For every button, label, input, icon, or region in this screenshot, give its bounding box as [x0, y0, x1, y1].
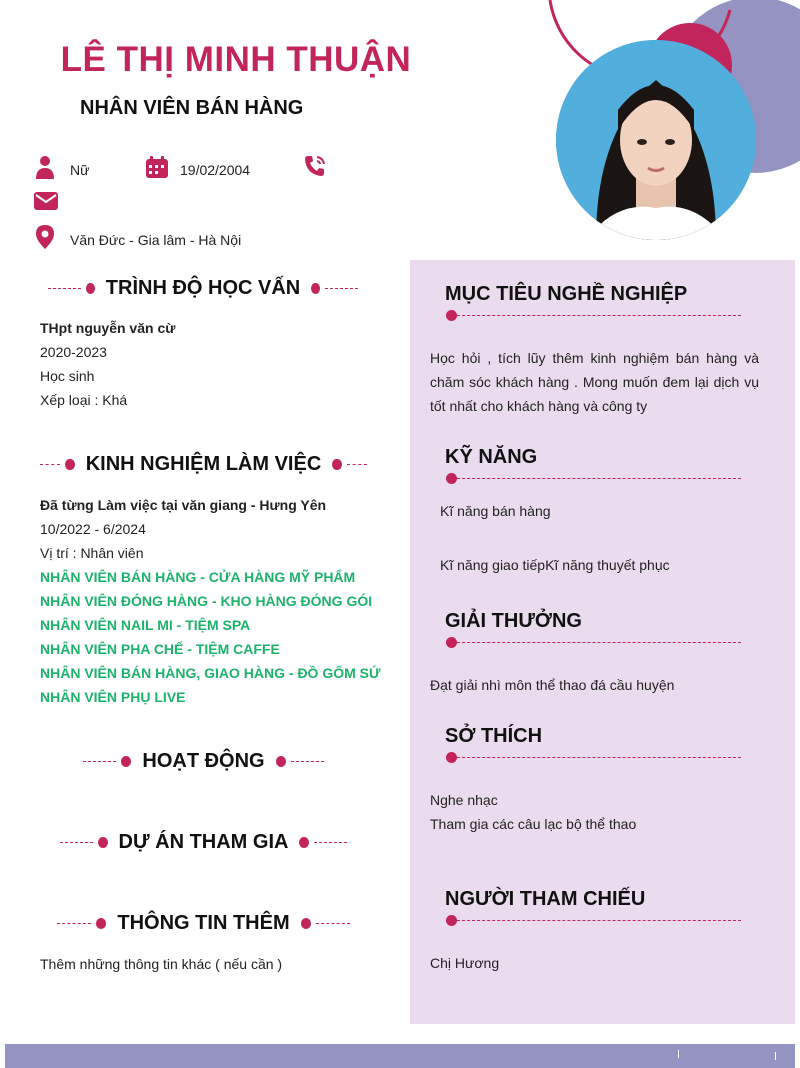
hobby-item: Tham gia các câu lạc bộ thể thao	[430, 816, 637, 832]
education-details	[40, 316, 380, 412]
objective-divider	[446, 310, 741, 322]
projects-title: DỰ ÁN THAM GIA	[118, 830, 289, 853]
education-role: Học sinh	[40, 368, 95, 384]
experience-company: Đã từng Làm việc tại văn giang - Hưng Yên	[40, 497, 327, 513]
birthday-value: 19/02/2004	[180, 162, 251, 178]
skills-divider	[446, 473, 741, 485]
references-divider	[446, 915, 741, 927]
objective-title: MỤC TIÊU NGHỀ NGHIỆP	[445, 283, 688, 305]
more-info-title: THÔNG TIN THÊM	[117, 911, 290, 934]
experience-title: KINH NGHIỆM LÀM VIỆC	[85, 452, 322, 475]
footer-bar	[5, 1044, 795, 1068]
education-period: 2020-2023	[40, 344, 107, 360]
activities-title: HOẠT ĐỘNG	[142, 749, 265, 772]
location-pin-icon	[33, 225, 57, 249]
job-item: NHÂN VIÊN PHA CHẾ - TIỆM CAFFE	[40, 641, 280, 657]
avatar	[556, 40, 756, 240]
experience-position: Vị trí : Nhân viên	[40, 545, 144, 561]
experience-heading	[40, 450, 367, 478]
address-value: Văn Đức - Gia lâm - Hà Nội	[70, 232, 242, 248]
job-item: NHÂN VIÊN BÁN HÀNG, GIAO HÀNG - ĐỒ GỐM SỨ	[40, 665, 381, 681]
activities-heading	[83, 747, 324, 775]
references-title: NGƯỜI THAM CHIẾU	[445, 888, 646, 910]
job-title: NHÂN VIÊN BÁN HÀNG	[80, 97, 304, 119]
experience-details	[40, 493, 390, 709]
job-item: NHÂN VIÊN NAIL MI - TIỆM SPA	[40, 617, 251, 633]
skills-title: KỸ NĂNG	[445, 446, 538, 468]
hobbies-title: SỞ THÍCH	[445, 725, 543, 747]
calendar-icon	[145, 155, 169, 179]
footer-mark	[775, 1052, 776, 1060]
more-info-heading	[57, 909, 350, 937]
job-item: NHÂN VIÊN BÁN HÀNG - CỬA HÀNG MỸ PHẨM	[40, 569, 356, 585]
references-text: Chị Hương	[430, 955, 500, 971]
skill-item: Kĩ năng bán hàng	[440, 503, 551, 519]
school-name: THpt nguyễn văn cừ	[40, 320, 176, 336]
experience-period: 10/2022 - 6/2024	[40, 521, 146, 537]
more-info-text: Thêm những thông tin khác ( nếu cần )	[40, 956, 283, 972]
person-icon	[33, 155, 57, 179]
hobby-item: Nghe nhạc	[430, 792, 498, 808]
job-item: NHÂN VIÊN ĐÓNG HÀNG - KHO HÀNG ĐÓNG GÓI	[40, 593, 373, 609]
education-grade: Xếp loại : Khá	[40, 392, 128, 408]
awards-text: Đạt giải nhì môn thể thao đá cầu huyện	[430, 677, 675, 693]
education-heading	[48, 274, 358, 302]
email-icon	[34, 189, 58, 213]
education-title: TRÌNH ĐỘ HỌC VẤN	[105, 276, 301, 299]
awards-divider	[446, 637, 741, 649]
objective-text: Học hỏi , tích lũy thêm kinh nghiệm bán hàng và chăm sóc khách hàng . Mong muốn đem lại dịch vụ tốt nhất cho khách hàng và công ty	[430, 350, 759, 414]
hobbies-divider	[446, 752, 741, 764]
footer-mark	[678, 1050, 679, 1058]
candidate-name: LÊ THỊ MINH THUẬN	[60, 40, 412, 79]
phone-icon	[303, 154, 327, 178]
projects-heading	[60, 828, 347, 856]
skill-item: Kĩ năng giao tiếpKĩ năng thuyết phục	[440, 557, 670, 573]
awards-title: GIẢI THƯỞNG	[445, 610, 582, 632]
job-item: NHÂN VIÊN PHỤ LIVE	[40, 689, 186, 705]
gender-value: Nữ	[70, 162, 90, 178]
